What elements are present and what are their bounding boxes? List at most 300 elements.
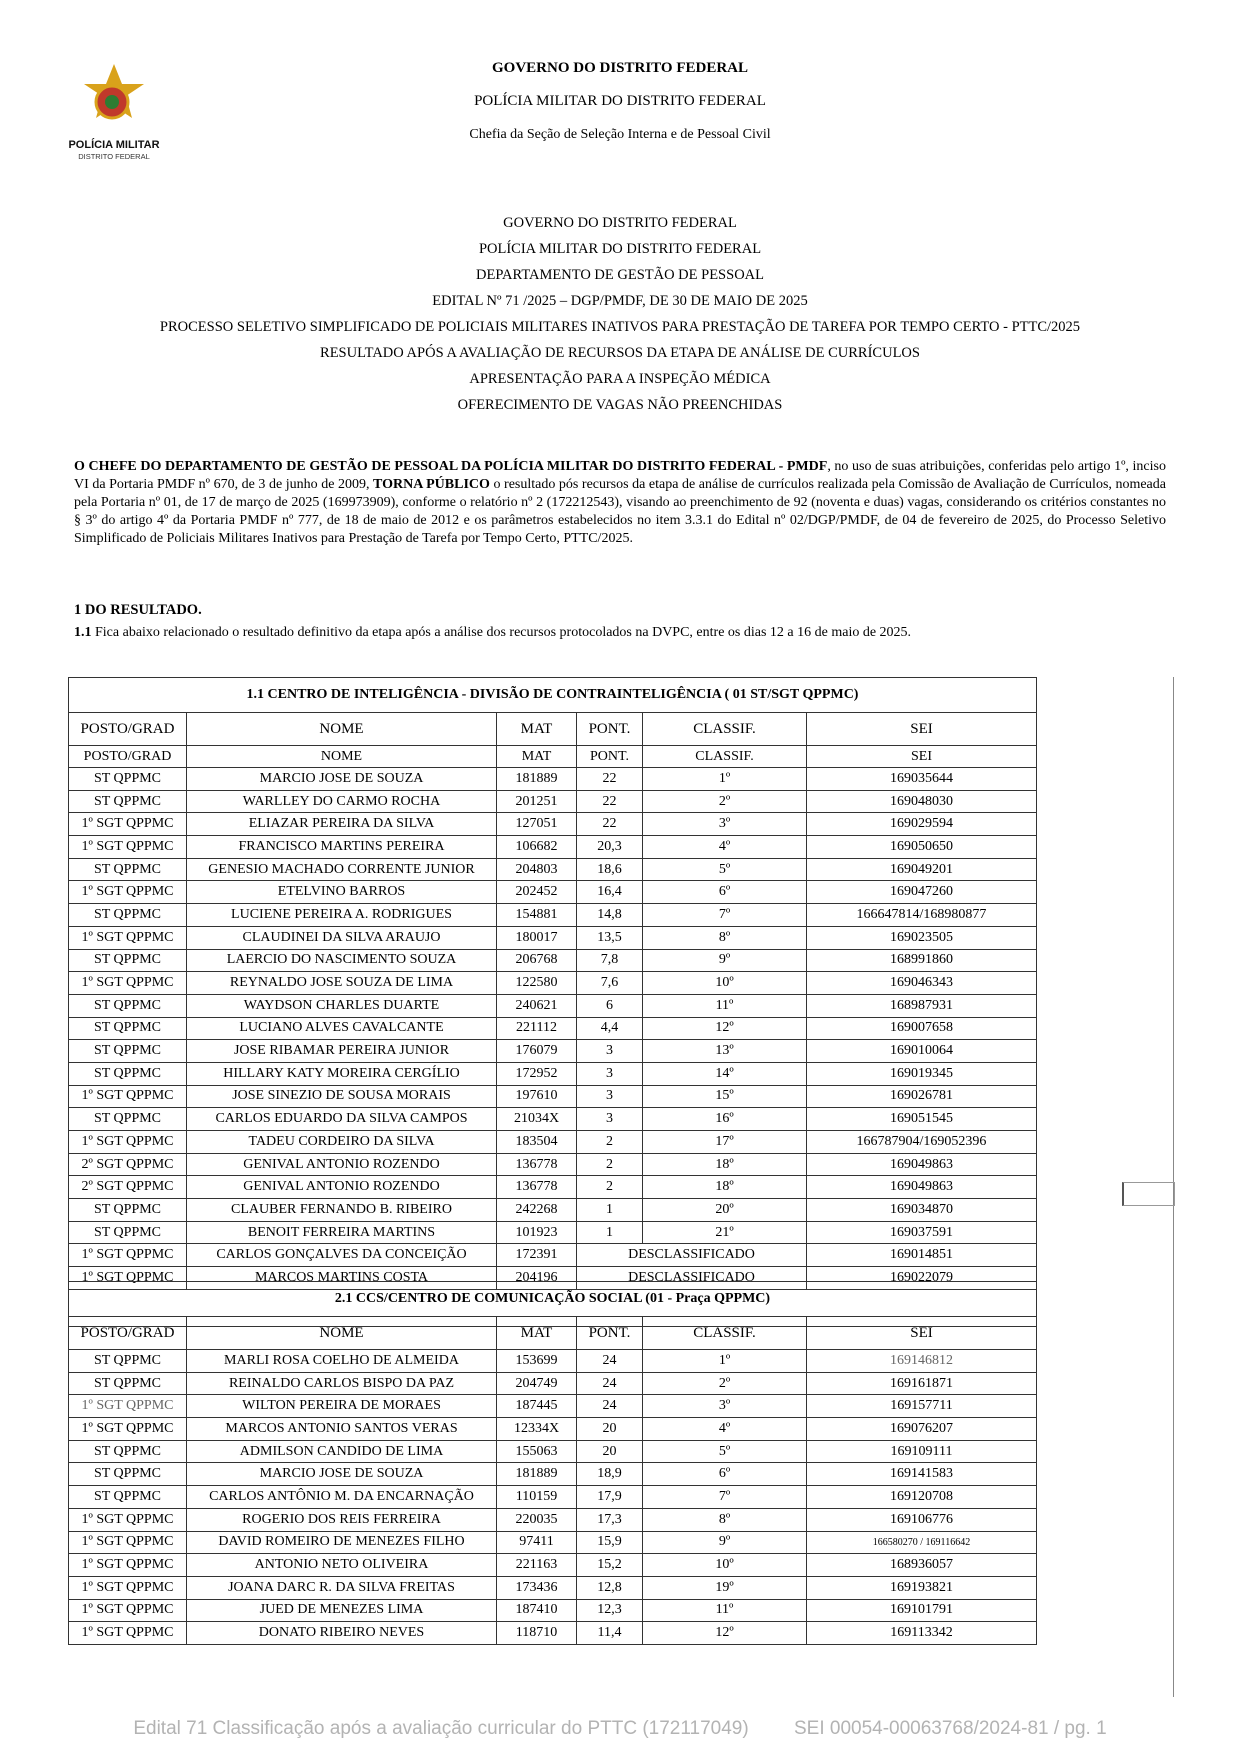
table-cell: CARLOS GONÇALVES DA CONCEIÇÃO <box>187 1244 497 1267</box>
table-cell: ANTONIO NETO OLIVEIRA <box>187 1554 497 1577</box>
table-cell: 1º SGT QPPMC <box>69 1085 187 1108</box>
table-cell: 180017 <box>497 926 577 949</box>
column-header: MAT <box>497 746 577 768</box>
table-cell: TADEU CORDEIRO DA SILVA <box>187 1131 497 1154</box>
table-cell: 18º <box>643 1176 807 1199</box>
table-cell: 4,4 <box>577 1017 643 1040</box>
table-row-disqualified <box>69 1244 1037 1267</box>
table-cell: 176079 <box>497 1040 577 1063</box>
table-cell: 166580270 / 169116642 <box>807 1531 1037 1554</box>
intro-part-2: o resultado pós recursos da etapa de análise de currículos realizada pela Comissão de Avaliação de Currículos, nomeada pela Portaria nº 01, de 17 de março de 2025 (169973909), conforme o relatório nº 2 (172212543), visando ao preenchimento de 92 (noventa e duas) vagas, considerando os critérios constantes no § 3º do artigo 4º da Portaria PMDF nº 777, de 18 de maio de 2012 e os parâmetros estabelecidos no item 3.3.1 do Edital nº 02/DGP/PMDF, de 04 de fevereiro de 2025, do Processo Seletivo Simplificado de Policiais Militares Inativos para Prestação de Tarefa por Tempo Certo, PTTC/2025. <box>74 477 1166 546</box>
column-header: SEI <box>807 1317 1037 1350</box>
intro-part-1: , no uso de suas atribuições, conferidas pelo artigo 1º, inciso VI da Portaria PMDF nº 670, de 3 de junho de 2009, <box>74 459 1166 492</box>
table-cell: 169157711 <box>807 1395 1037 1418</box>
table-cell: 18º <box>643 1153 807 1176</box>
table-cell: 169106776 <box>807 1508 1037 1531</box>
table-row <box>69 1395 1037 1418</box>
title-line-3: DEPARTAMENTO DE GESTÃO DE PESSOAL <box>476 267 764 283</box>
table-cell: 204196 <box>497 1267 577 1290</box>
intro-bold-start: O CHEFE DO DEPARTAMENTO DE GESTÃO DE PESSOAL DA POLÍCIA MILITAR DO DISTRITO FEDERAL - PMDF <box>74 459 828 474</box>
table-cell: 2º SGT QPPMC <box>69 1153 187 1176</box>
table-cell: 197610 <box>497 1085 577 1108</box>
table-cell: 169051545 <box>807 1108 1037 1131</box>
table-cell: 169193821 <box>807 1576 1037 1599</box>
table-cell: MARLI ROSA COELHO DE ALMEIDA <box>187 1350 497 1373</box>
table-cell: 2º SGT QPPMC <box>69 1176 187 1199</box>
column-header: POSTO/GRAD <box>69 1317 187 1350</box>
table-cell: 1º SGT QPPMC <box>69 1531 187 1554</box>
table-cell: GENIVAL ANTONIO ROZENDO <box>187 1176 497 1199</box>
table-cell: 1º SGT QPPMC <box>69 1395 187 1418</box>
column-header: NOME <box>187 1317 497 1350</box>
table-cell: MARCOS ANTONIO SANTOS VERAS <box>187 1418 497 1441</box>
table-row <box>69 1599 1037 1622</box>
table-cell: 166787904/169052396 <box>807 1131 1037 1154</box>
table-cell: 169022079 <box>807 1267 1037 1290</box>
table-cell: 169141583 <box>807 1463 1037 1486</box>
table-cell: ETELVINO BARROS <box>187 881 497 904</box>
table-cell: 1 <box>577 1221 643 1244</box>
table-cell: 3º <box>643 813 807 836</box>
table-cell: ST QPPMC <box>69 1108 187 1131</box>
table-cell: CLAUBER FERNANDO B. RIBEIRO <box>187 1199 497 1222</box>
table-row <box>69 813 1037 836</box>
results-table-1 <box>68 677 1037 1327</box>
table-cell: JOSE RIBAMAR PEREIRA JUNIOR <box>187 1040 497 1063</box>
table-caption-row <box>69 1282 1037 1317</box>
column-header: MAT <box>497 1317 577 1350</box>
table-cell: ST QPPMC <box>69 1199 187 1222</box>
table-cell: 166647814/168980877 <box>807 904 1037 927</box>
table-cell: 169120708 <box>807 1486 1037 1509</box>
column-header: CLASSIF. <box>643 1317 807 1350</box>
table-cell: 1º SGT QPPMC <box>69 881 187 904</box>
table-row <box>69 881 1037 904</box>
table-cell: 2 <box>577 1131 643 1154</box>
table-cell: 136778 <box>497 1176 577 1199</box>
table-cell: 221112 <box>497 1017 577 1040</box>
table-cell: 181889 <box>497 1463 577 1486</box>
table-cell: 204749 <box>497 1372 577 1395</box>
header-chefia: Chefia da Seção de Seleção Interna e de Pessoal Civil <box>469 127 771 142</box>
table-cell: 14º <box>643 1062 807 1085</box>
table-cell: ST QPPMC <box>69 949 187 972</box>
results-table-2 <box>68 1281 1037 1645</box>
table-cell: 6 <box>577 994 643 1017</box>
results-tables <box>68 677 1174 1697</box>
table-cell: 11,4 <box>577 1622 643 1645</box>
table-header-row-repeat <box>69 746 1037 768</box>
table-cell: 13º <box>643 1040 807 1063</box>
table-cell: LUCIENE PEREIRA A. RODRIGUES <box>187 904 497 927</box>
table-cell: 3 <box>577 1085 643 1108</box>
table-cell: MARCOS MARTINS COSTA <box>187 1267 497 1290</box>
table-cell: 8º <box>643 1508 807 1531</box>
table-cell: 220035 <box>497 1508 577 1531</box>
table-cell: 2º <box>643 1372 807 1395</box>
table-cell: ADMILSON CANDIDO DE LIMA <box>187 1440 497 1463</box>
table-cell: 15º <box>643 1085 807 1108</box>
table-cell: REINALDO CARLOS BISPO DA PAZ <box>187 1372 497 1395</box>
table-cell: CARLOS EDUARDO DA SILVA CAMPOS <box>187 1108 497 1131</box>
table-cell: 1º SGT QPPMC <box>69 1267 187 1290</box>
title-line-7: APRESENTAÇÃO PARA A INSPEÇÃO MÉDICA <box>469 371 771 387</box>
table-cell: 4º <box>643 1418 807 1441</box>
table-row <box>69 972 1037 995</box>
table-cell: 12º <box>643 1622 807 1645</box>
column-header: NOME <box>187 713 497 746</box>
table-cell: 169049863 <box>807 1153 1037 1176</box>
table-cell: 9º <box>643 1531 807 1554</box>
table-cell: 6º <box>643 1463 807 1486</box>
table-row <box>69 836 1037 859</box>
title-line-6: RESULTADO APÓS A AVALIAÇÃO DE RECURSOS DA ETAPA DE ANÁLISE DE CURRÍCULOS <box>320 345 920 361</box>
table-row <box>69 790 1037 813</box>
table-cell: 169049863 <box>807 1176 1037 1199</box>
table-cell: 169046343 <box>807 972 1037 995</box>
table-row <box>69 1508 1037 1531</box>
table-cell: LAERCIO DO NASCIMENTO SOUZA <box>187 949 497 972</box>
column-header: SEI <box>807 713 1037 746</box>
table-cell: ST QPPMC <box>69 1350 187 1373</box>
title-line-4: EDITAL Nº 71 /2025 – DGP/PMDF, DE 30 DE MAIO DE 2025 <box>432 293 808 309</box>
table-cell: 11º <box>643 994 807 1017</box>
table-cell: JUED DE MENEZES LIMA <box>187 1599 497 1622</box>
table-cell: 169146812 <box>807 1350 1037 1373</box>
table-cell: 169007658 <box>807 1017 1037 1040</box>
footer-document-ref: Edital 71 Classificação após a avaliação curricular do PTTC (172117049) <box>133 1718 749 1739</box>
table-cell: 20,3 <box>577 836 643 859</box>
section-item-text: Fica abaixo relacionado o resultado definitivo da etapa após a análise dos recursos protocolados na DVPC, entre os dias 12 a 16 de maio de 2025. <box>91 625 912 640</box>
table-cell: 169014851 <box>807 1244 1037 1267</box>
table-cell: 169076207 <box>807 1418 1037 1441</box>
table-cell: 17,9 <box>577 1486 643 1509</box>
title-line-1: GOVERNO DO DISTRITO FEDERAL <box>503 215 737 231</box>
table-cell: 1º SGT QPPMC <box>69 1554 187 1577</box>
table-cell: 24 <box>577 1350 643 1373</box>
table-cell: 169026781 <box>807 1085 1037 1108</box>
table-cell: 7º <box>643 904 807 927</box>
table-row <box>69 1108 1037 1131</box>
table-cell: 1º SGT QPPMC <box>69 1599 187 1622</box>
table-cell: 1º SGT QPPMC <box>69 1131 187 1154</box>
intro-paragraph <box>74 458 1166 548</box>
table-caption: 1.1 CENTRO DE INTELIGÊNCIA - DIVISÃO DE CONTRAINTELIGÊNCIA ( 01 ST/SGT QPPMC) <box>69 678 1037 713</box>
footer-sei-page: SEI 00054-00063768/2024-81 / pg. 1 <box>793 1718 1107 1739</box>
table-cell: LUCIANO ALVES CAVALCANTE <box>187 1017 497 1040</box>
table-row <box>69 1017 1037 1040</box>
table-cell: HILLARY KATY MOREIRA CERGÍLIO <box>187 1062 497 1085</box>
table-cell: 172952 <box>497 1062 577 1085</box>
table-cell: 3 <box>577 1062 643 1085</box>
table-cell: MARCIO JOSE DE SOUZA <box>187 768 497 791</box>
table-cell: 2º <box>643 790 807 813</box>
table-row <box>69 1153 1037 1176</box>
table-cell: 187410 <box>497 1599 577 1622</box>
table-cell: 18,9 <box>577 1463 643 1486</box>
table-caption: 2.1 CCS/CENTRO DE COMUNICAÇÃO SOCIAL (01 - Praça QPPMC) <box>69 1282 1037 1317</box>
table-row <box>69 1372 1037 1395</box>
table-cell: 172391 <box>497 1244 577 1267</box>
table-row <box>69 949 1037 972</box>
table-cell: 169034870 <box>807 1199 1037 1222</box>
title-line-5: PROCESSO SELETIVO SIMPLIFICADO DE POLICIAIS MILITARES INATIVOS PARA PRESTAÇÃO DE TAREFA POR TEMPO CERTO - PTTC/2025 <box>159 319 1081 335</box>
table-row <box>69 858 1037 881</box>
table-cell: 240621 <box>497 994 577 1017</box>
table-cell: 169161871 <box>807 1372 1037 1395</box>
intro-bold-mid: TORNA PÚBLICO <box>373 477 490 492</box>
table-cell: 1º SGT QPPMC <box>69 813 187 836</box>
table-cell: 1º SGT QPPMC <box>69 836 187 859</box>
table-cell: 1º <box>643 1350 807 1373</box>
table-cell: REYNALDO JOSE SOUZA DE LIMA <box>187 972 497 995</box>
table-cell: 136778 <box>497 1153 577 1176</box>
column-header: NOME <box>187 746 497 768</box>
table-cell: 169048030 <box>807 790 1037 813</box>
title-line-8: OFERECIMENTO DE VAGAS NÃO PREENCHIDAS <box>457 397 783 413</box>
table-cell: BENOIT FERREIRA MARTINS <box>187 1221 497 1244</box>
table-cell: ST QPPMC <box>69 1486 187 1509</box>
table-cell: 20 <box>577 1418 643 1441</box>
table-cell: 168991860 <box>807 949 1037 972</box>
header-gov: GOVERNO DO DISTRITO FEDERAL <box>491 60 749 76</box>
table-cell: ST QPPMC <box>69 790 187 813</box>
table-cell: WILTON PEREIRA DE MORAES <box>187 1395 497 1418</box>
pmdf-logo <box>62 62 166 172</box>
section-item-num: 1.1 <box>74 625 92 640</box>
table-row <box>69 1350 1037 1373</box>
table-cell: 5º <box>643 1440 807 1463</box>
table-cell: 173436 <box>497 1576 577 1599</box>
table-cell: 181889 <box>497 768 577 791</box>
table-cell: ELIAZAR PEREIRA DA SILVA <box>187 813 497 836</box>
table-cell: 169010064 <box>807 1040 1037 1063</box>
document-title <box>0 210 1240 418</box>
table-cell: 206768 <box>497 949 577 972</box>
table-cell: ST QPPMC <box>69 1372 187 1395</box>
table-cell: 1º SGT QPPMC <box>69 1244 187 1267</box>
table-cell: 16,4 <box>577 881 643 904</box>
table-cell: 106682 <box>497 836 577 859</box>
table-cell: CARLOS ANTÔNIO M. DA ENCARNAÇÃO <box>187 1486 497 1509</box>
table-cell: 153699 <box>497 1350 577 1373</box>
table-cell: JOANA DARC R. DA SILVA FREITAS <box>187 1576 497 1599</box>
table-row <box>69 1622 1037 1645</box>
table-cell: 12,3 <box>577 1599 643 1622</box>
table-cell: 242268 <box>497 1199 577 1222</box>
table-cell: 1º SGT QPPMC <box>69 1418 187 1441</box>
column-header: CLASSIF. <box>643 713 807 746</box>
table-cell: 2 <box>577 1153 643 1176</box>
table-cell: 19º <box>643 1576 807 1599</box>
table-row <box>69 904 1037 927</box>
table-cell: ST QPPMC <box>69 1017 187 1040</box>
logo-text-1: POLÍCIA MILITAR <box>68 139 160 151</box>
column-header: POSTO/GRAD <box>69 713 187 746</box>
table-row <box>69 926 1037 949</box>
table-cell: 187445 <box>497 1395 577 1418</box>
table-cell: 5º <box>643 858 807 881</box>
table-row <box>69 768 1037 791</box>
table-cell: 154881 <box>497 904 577 927</box>
table-cell: 221163 <box>497 1554 577 1577</box>
table-cell: ST QPPMC <box>69 1040 187 1063</box>
table-cell: FRANCISCO MARTINS PEREIRA <box>187 836 497 859</box>
table-cell: 202452 <box>497 881 577 904</box>
table-cell: 169023505 <box>807 926 1037 949</box>
table-cell: 10º <box>643 1554 807 1577</box>
table-cell: 169037591 <box>807 1221 1037 1244</box>
table-cell: 122580 <box>497 972 577 995</box>
table-cell: GENIVAL ANTONIO ROZENDO <box>187 1153 497 1176</box>
table-cell: 4º <box>643 836 807 859</box>
section-heading: 1 DO RESULTADO. <box>74 602 202 618</box>
table-cell: 1º SGT QPPMC <box>69 1508 187 1531</box>
column-header: MAT <box>497 713 577 746</box>
table-cell: 168936057 <box>807 1554 1037 1577</box>
table-cell: 169109111 <box>807 1440 1037 1463</box>
column-header: PONT. <box>577 1317 643 1350</box>
table-cell: 110159 <box>497 1486 577 1509</box>
table-cell: 169035644 <box>807 768 1037 791</box>
table-cell: 17º <box>643 1131 807 1154</box>
table-cell: 12º <box>643 1017 807 1040</box>
table-cell: WARLLEY DO CARMO ROCHA <box>187 790 497 813</box>
table-cell: 15,9 <box>577 1531 643 1554</box>
table-cell: MARCIO JOSE DE SOUZA <box>187 1463 497 1486</box>
disqualified-label: DESCLASSIFICADO <box>577 1267 807 1290</box>
table-cell: 20 <box>577 1440 643 1463</box>
table-cell: 12,8 <box>577 1576 643 1599</box>
column-header: SEI <box>807 746 1037 768</box>
table-cell: 169047260 <box>807 881 1037 904</box>
table-row <box>69 1131 1037 1154</box>
table-cell: 15,2 <box>577 1554 643 1577</box>
table-cell: 201251 <box>497 790 577 813</box>
table-row <box>69 1531 1037 1554</box>
table-cell: 1º SGT QPPMC <box>69 972 187 995</box>
table-cell: 168987931 <box>807 994 1037 1017</box>
table-row <box>69 1176 1037 1199</box>
table-row <box>69 1463 1037 1486</box>
table-cell: 22 <box>577 813 643 836</box>
disqualified-label: DESCLASSIFICADO <box>577 1244 807 1267</box>
table-cell: 169019345 <box>807 1062 1037 1085</box>
table-cell: ST QPPMC <box>69 1440 187 1463</box>
title-line-2: POLÍCIA MILITAR DO DISTRITO FEDERAL <box>478 241 762 257</box>
table-header-row <box>69 713 1037 746</box>
table-cell: 22 <box>577 768 643 791</box>
table-cell: 169113342 <box>807 1622 1037 1645</box>
table-row <box>69 1040 1037 1063</box>
table-cell: 9º <box>643 949 807 972</box>
table-cell: ST QPPMC <box>69 768 187 791</box>
table-cell: 169029594 <box>807 813 1037 836</box>
table-header-row <box>69 1317 1037 1350</box>
column-header: POSTO/GRAD <box>69 746 187 768</box>
table-cell: 1º SGT QPPMC <box>69 926 187 949</box>
table-cell: ST QPPMC <box>69 858 187 881</box>
table-row <box>69 1486 1037 1509</box>
table-cell: DAVID ROMEIRO DE MENEZES FILHO <box>187 1531 497 1554</box>
table-cell: 169101791 <box>807 1599 1037 1622</box>
table-row <box>69 1199 1037 1222</box>
table-cell: 1º SGT QPPMC <box>69 1576 187 1599</box>
table-cell: 118710 <box>497 1622 577 1645</box>
table-cell: 169050650 <box>807 836 1037 859</box>
table-cell: JOSE SINEZIO DE SOUSA MORAIS <box>187 1085 497 1108</box>
table-cell: 169049201 <box>807 858 1037 881</box>
table-row <box>69 1062 1037 1085</box>
table-cell: 127051 <box>497 813 577 836</box>
table-cell: 6º <box>643 881 807 904</box>
table-cell: 3º <box>643 1395 807 1418</box>
column-header: PONT. <box>577 746 643 768</box>
table-row <box>69 1576 1037 1599</box>
table-cell: 20º <box>643 1199 807 1222</box>
table-cell: ST QPPMC <box>69 1062 187 1085</box>
table-row <box>69 1221 1037 1244</box>
table-row <box>69 1085 1037 1108</box>
logo-text-2: DISTRITO FEDERAL <box>78 152 150 161</box>
table-cell: 1º SGT QPPMC <box>69 1622 187 1645</box>
side-empty-cell <box>1122 1182 1175 1206</box>
table-cell: 14,8 <box>577 904 643 927</box>
table-cell: ST QPPMC <box>69 994 187 1017</box>
table-cell: 7º <box>643 1486 807 1509</box>
table-cell: 22 <box>577 790 643 813</box>
table-cell: ST QPPMC <box>69 904 187 927</box>
table-cell: 1º <box>643 768 807 791</box>
table-cell: 13,5 <box>577 926 643 949</box>
table-row <box>69 1418 1037 1441</box>
table-row <box>69 994 1037 1017</box>
table-cell: WAYDSON CHARLES DUARTE <box>187 994 497 1017</box>
table-row <box>69 1554 1037 1577</box>
table-cell: 3 <box>577 1108 643 1131</box>
table-cell: 17,3 <box>577 1508 643 1531</box>
table-row <box>69 1440 1037 1463</box>
table-cell: 11º <box>643 1599 807 1622</box>
section-item <box>74 625 911 641</box>
table-cell: 8º <box>643 926 807 949</box>
table-cell: 97411 <box>497 1531 577 1554</box>
table-cell: 101923 <box>497 1221 577 1244</box>
table-cell: 1 <box>577 1199 643 1222</box>
table-cell: 21034X <box>497 1108 577 1131</box>
column-header: CLASSIF. <box>643 746 807 768</box>
table-cell: 24 <box>577 1372 643 1395</box>
table-cell: 204803 <box>497 858 577 881</box>
table-cell: 3 <box>577 1040 643 1063</box>
table-cell: 16º <box>643 1108 807 1131</box>
table-cell: 7,8 <box>577 949 643 972</box>
column-header: PONT. <box>577 713 643 746</box>
table-caption-row <box>69 678 1037 713</box>
table-cell: 183504 <box>497 1131 577 1154</box>
table-cell: 21º <box>643 1221 807 1244</box>
table-cell: CLAUDINEI DA SILVA ARAUJO <box>187 926 497 949</box>
table-cell: DONATO RIBEIRO NEVES <box>187 1622 497 1645</box>
header-pm: POLÍCIA MILITAR DO DISTRITO FEDERAL <box>474 93 766 109</box>
table-cell: 18,6 <box>577 858 643 881</box>
table-cell: ROGERIO DOS REIS FERREIRA <box>187 1508 497 1531</box>
table-cell: 12334X <box>497 1418 577 1441</box>
table-cell: ST QPPMC <box>69 1463 187 1486</box>
table-cell: 10º <box>643 972 807 995</box>
table-cell: 7,6 <box>577 972 643 995</box>
table-cell: 24 <box>577 1395 643 1418</box>
